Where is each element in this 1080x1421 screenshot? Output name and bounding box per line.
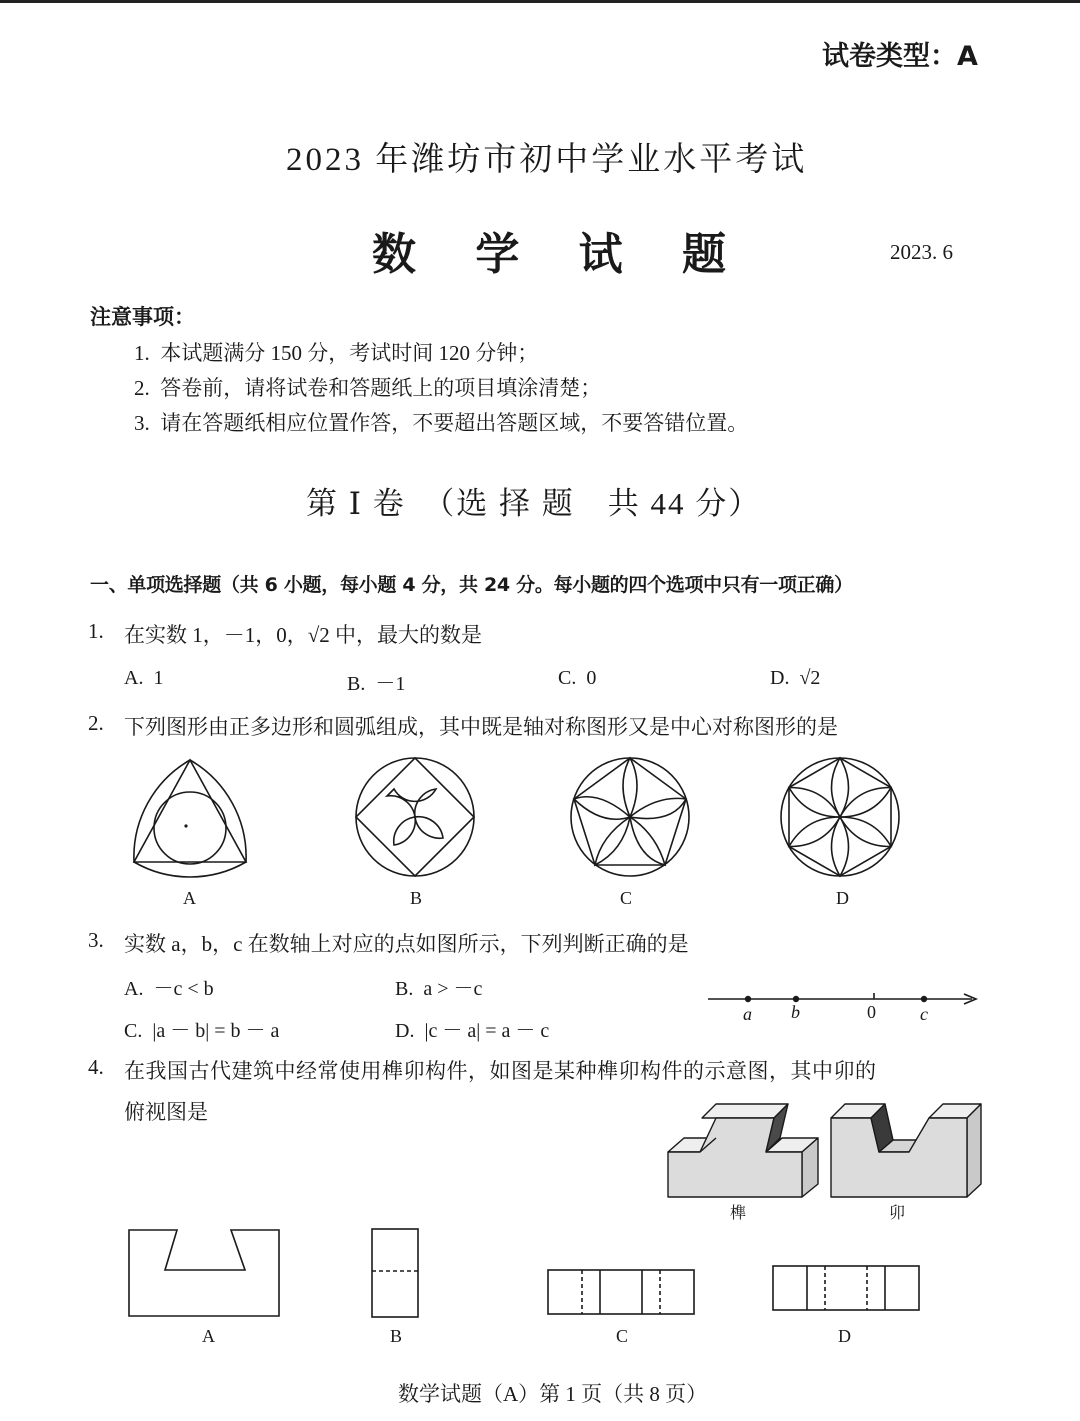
q2-figure-c [569, 756, 691, 878]
exam-date: 2023. 6 [890, 240, 953, 264]
q4-number: 4. [88, 1055, 104, 1079]
exam-title: 2023 年潍坊市初中学业水平考试 [286, 142, 808, 178]
q1-option-a: A. 1 [124, 667, 164, 689]
q2-text: 下列图形由正多边形和圆弧组成，其中既是轴对称图形又是中心对称图形的是 [124, 715, 838, 739]
q4-figure-b [370, 1227, 420, 1319]
q3-origin-label: 0 [867, 1002, 876, 1022]
q4-mortise-drawing [829, 1100, 985, 1200]
q2-label-c: C [620, 888, 633, 908]
q3-point-a-label: a [743, 1004, 752, 1024]
q2-figure-a [128, 758, 252, 870]
q2-label-d: D [836, 888, 849, 908]
q4-text-line2: 俯视图是 [124, 1100, 208, 1124]
q4-label-c: C [616, 1326, 629, 1346]
q4-figure-c [546, 1268, 696, 1316]
q1-option-b: B. －1 [347, 673, 406, 695]
q4-label-b: B [390, 1326, 403, 1346]
q3-option-d: D. |c － a| = a － c [395, 1020, 550, 1042]
q2-label-b: B [410, 888, 423, 908]
q3-point-c-label: c [920, 1004, 928, 1024]
note-item-3: 3. 请在答题纸相应位置作答，不要超出答题区域，不要答错位置。 [134, 411, 749, 435]
q3-option-b: B. a > －c [395, 978, 483, 1000]
top-border [0, 0, 1080, 3]
q4-label-d: D [838, 1326, 851, 1346]
q1-text: 在实数 1，－1，0，√2 中，最大的数是 [124, 623, 483, 647]
page-footer: 数学试题（A）第 1 页（共 8 页） [398, 1382, 708, 1406]
q2-figure-b [354, 756, 476, 878]
q4-mortise-label: 卯 [889, 1205, 906, 1222]
q1-option-d: D. √2 [770, 667, 821, 689]
part-heading: 一、单项选择题（共 6 小题，每小题 4 分，共 24 分。每小题的四个选项中只有一项正确） [90, 574, 853, 596]
note-item-2: 2. 答卷前，请将试卷和答题纸上的项目填涂清楚； [134, 376, 602, 400]
subject-title: 数 学 试 题 [372, 229, 748, 280]
q1-option-c: C. 0 [558, 667, 597, 689]
q4-figure-d [771, 1264, 921, 1312]
paper-type-label: 试卷类型：A [822, 41, 978, 72]
q2-label-a: A [183, 888, 196, 908]
q3-option-c: C. |a － b| = b － a [124, 1020, 280, 1042]
q3-number: 3. [88, 928, 104, 952]
q1-number: 1. [88, 619, 104, 643]
q2-number: 2. [88, 711, 104, 735]
notes-heading: 注意事项： [90, 305, 195, 329]
q2-figure-d [779, 756, 901, 878]
q4-figure-a [127, 1228, 281, 1318]
q3-option-a: A. －c < b [124, 978, 214, 1000]
q4-text-line1: 在我国古代建筑中经常使用榫卯构件，如图是某种榫卯构件的示意图，其中卯的 [124, 1059, 877, 1083]
volume-title: 第 Ⅰ 卷 （选 择 题 共 44 分） [306, 486, 762, 521]
q4-label-a: A [202, 1326, 215, 1346]
note-item-1: 1. 本试题满分 150 分，考试时间 120 分钟； [134, 341, 539, 365]
q3-text: 实数 a，b，c 在数轴上对应的点如图所示，下列判断正确的是 [124, 932, 689, 956]
q4-tenon-drawing [666, 1100, 824, 1200]
q4-tenon-label: 榫 [730, 1205, 747, 1222]
q3-point-b-label: b [791, 1002, 800, 1022]
